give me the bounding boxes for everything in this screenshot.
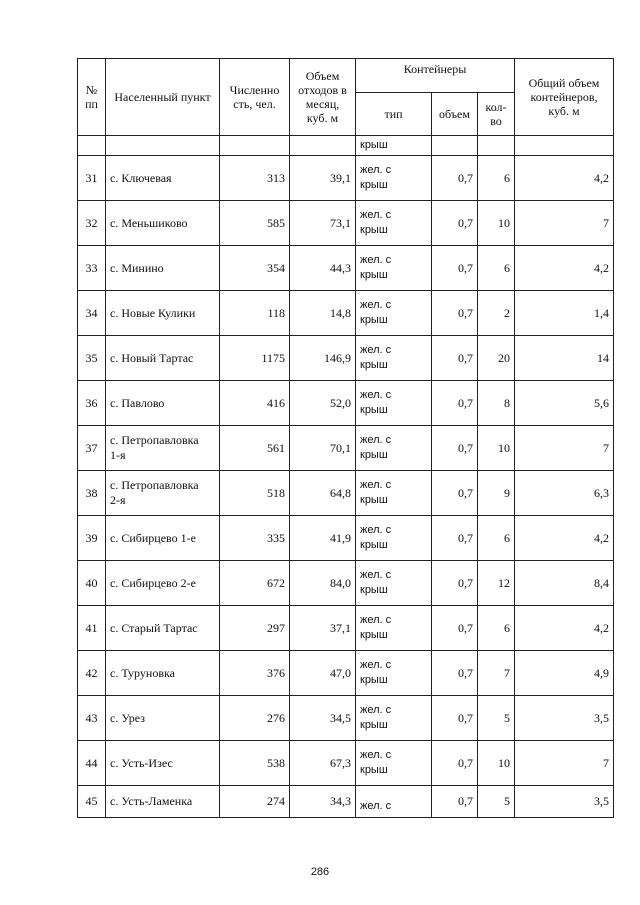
waste-volume-cell: 47,0 [290, 651, 356, 696]
container-volume-cell: 0,7 [432, 336, 478, 381]
row-number-cell: 38 [78, 471, 106, 516]
waste-volume-cell: 146,9 [290, 336, 356, 381]
total-volume-cell: 4,2 [515, 516, 614, 561]
container-volume-cell: 0,7 [432, 291, 478, 336]
container-count-cell: 5 [478, 696, 515, 741]
header-volume: объем [432, 93, 478, 136]
continuation-type-cell: крыш [356, 136, 432, 156]
row-number-cell: 37 [78, 426, 106, 471]
container-volume-cell: 0,7 [432, 201, 478, 246]
container-type-cell: жел. с крыш [356, 696, 432, 741]
container-volume-cell: 0,7 [432, 381, 478, 426]
row-number-cell: 36 [78, 381, 106, 426]
table-row [78, 606, 614, 651]
container-type-cell: жел. с крыш [356, 201, 432, 246]
table-row [78, 246, 614, 291]
place-name-cell: с. Туруновка [106, 651, 220, 696]
container-count-cell: 8 [478, 381, 515, 426]
place-name-cell: с. Новые Кулики [106, 291, 220, 336]
container-count-cell: 10 [478, 741, 515, 786]
header-total: Общий объем контейнеров, куб. м [515, 59, 614, 136]
container-volume-cell: 0,7 [432, 471, 478, 516]
total-volume-cell: 1,4 [515, 291, 614, 336]
header-count: кол- во [478, 93, 515, 136]
total-volume-cell: 7 [515, 426, 614, 471]
place-name-cell: с. Петропавловка 1-я [106, 426, 220, 471]
header-containers: Контейнеры [356, 59, 515, 93]
container-volume-cell: 0,7 [432, 696, 478, 741]
table-row [78, 156, 614, 201]
row-number-cell: 32 [78, 201, 106, 246]
total-volume-cell: 7 [515, 741, 614, 786]
waste-volume-cell: 67,3 [290, 741, 356, 786]
container-type-cell: жел. с крыш [356, 561, 432, 606]
total-volume-cell: 5,6 [515, 381, 614, 426]
place-name-cell: с. Меньшиково [106, 201, 220, 246]
place-name-cell: с. Урез [106, 696, 220, 741]
container-count-cell: 2 [478, 291, 515, 336]
table-row [78, 786, 614, 818]
container-count-cell: 5 [478, 786, 515, 818]
total-volume-cell: 3,5 [515, 696, 614, 741]
container-volume-cell: 0,7 [432, 606, 478, 651]
row-number-cell: 34 [78, 291, 106, 336]
total-volume-cell: 4,2 [515, 606, 614, 651]
container-volume-cell: 0,7 [432, 651, 478, 696]
total-volume-cell: 3,5 [515, 786, 614, 818]
waste-volume-cell: 64,8 [290, 471, 356, 516]
population-cell: 1175 [220, 336, 290, 381]
container-volume-cell: 0,7 [432, 246, 478, 291]
container-type-cell: жел. с крыш [356, 336, 432, 381]
container-type-cell: жел. с крыш [356, 426, 432, 471]
population-cell: 276 [220, 696, 290, 741]
table-row [78, 426, 614, 471]
container-volume-cell: 0,7 [432, 786, 478, 818]
population-cell: 538 [220, 741, 290, 786]
container-volume-cell: 0,7 [432, 516, 478, 561]
container-type-cell: жел. с крыш [356, 741, 432, 786]
container-count-cell: 10 [478, 201, 515, 246]
row-number-cell: 33 [78, 246, 106, 291]
table-row [78, 696, 614, 741]
container-type-cell: жел. с крыш [356, 606, 432, 651]
container-type-cell: жел. с крыш [356, 246, 432, 291]
header-num: № пп [78, 59, 106, 136]
container-count-cell: 6 [478, 156, 515, 201]
place-name-cell: с. Усть-Ламенка [106, 786, 220, 818]
header-population: Численно сть, чел. [220, 59, 290, 136]
container-count-cell: 9 [478, 471, 515, 516]
population-cell: 274 [220, 786, 290, 818]
total-volume-cell: 4,9 [515, 651, 614, 696]
container-type-cell: жел. с крыш [356, 381, 432, 426]
waste-volume-cell: 34,5 [290, 696, 356, 741]
waste-volume-cell: 37,1 [290, 606, 356, 651]
waste-volume-cell: 70,1 [290, 426, 356, 471]
continuation-row [78, 136, 614, 156]
row-number-cell: 35 [78, 336, 106, 381]
header-waste: Объем отходов в месяц, куб. м [290, 59, 356, 136]
container-count-cell: 6 [478, 516, 515, 561]
place-name-cell: с. Усть-Изес [106, 741, 220, 786]
place-name-cell: с. Старый Тартас [106, 606, 220, 651]
table-row [78, 471, 614, 516]
header-type: тип [356, 93, 432, 136]
waste-volume-cell: 41,9 [290, 516, 356, 561]
place-name-cell: с. Новый Тартас [106, 336, 220, 381]
container-count-cell: 6 [478, 606, 515, 651]
total-volume-cell: 8,4 [515, 561, 614, 606]
table-row [78, 561, 614, 606]
row-number-cell: 44 [78, 741, 106, 786]
population-cell: 313 [220, 156, 290, 201]
place-name-cell: с. Павлово [106, 381, 220, 426]
container-volume-cell: 0,7 [432, 156, 478, 201]
container-count-cell: 20 [478, 336, 515, 381]
waste-volume-cell: 52,0 [290, 381, 356, 426]
container-type-cell: жел. с [356, 786, 432, 818]
total-volume-cell: 4,2 [515, 246, 614, 291]
population-cell: 416 [220, 381, 290, 426]
container-type-cell: жел. с крыш [356, 516, 432, 561]
waste-volume-cell: 39,1 [290, 156, 356, 201]
place-name-cell: с. Ключевая [106, 156, 220, 201]
row-number-cell: 43 [78, 696, 106, 741]
table-row [78, 336, 614, 381]
waste-volume-cell: 84,0 [290, 561, 356, 606]
container-volume-cell: 0,7 [432, 426, 478, 471]
containers-table [77, 58, 614, 818]
row-number-cell: 39 [78, 516, 106, 561]
place-name-cell: с. Минино [106, 246, 220, 291]
container-type-cell: жел. с крыш [356, 291, 432, 336]
table-row [78, 291, 614, 336]
row-number-cell: 40 [78, 561, 106, 606]
population-cell: 518 [220, 471, 290, 516]
place-name-cell: с. Петропавловка 2-я [106, 471, 220, 516]
row-number-cell: 45 [78, 786, 106, 818]
container-count-cell: 10 [478, 426, 515, 471]
container-count-cell: 7 [478, 651, 515, 696]
population-cell: 561 [220, 426, 290, 471]
total-volume-cell: 14 [515, 336, 614, 381]
container-volume-cell: 0,7 [432, 561, 478, 606]
total-volume-cell: 6,3 [515, 471, 614, 516]
container-count-cell: 6 [478, 246, 515, 291]
header-place: Населенный пункт [106, 59, 220, 136]
table-row [78, 516, 614, 561]
table-row [78, 741, 614, 786]
table-row [78, 381, 614, 426]
population-cell: 335 [220, 516, 290, 561]
population-cell: 585 [220, 201, 290, 246]
population-cell: 376 [220, 651, 290, 696]
container-type-cell: жел. с крыш [356, 651, 432, 696]
row-number-cell: 42 [78, 651, 106, 696]
container-type-cell: жел. с крыш [356, 156, 432, 201]
total-volume-cell: 7 [515, 201, 614, 246]
container-type-cell: жел. с крыш [356, 471, 432, 516]
population-cell: 297 [220, 606, 290, 651]
table-row [78, 201, 614, 246]
population-cell: 354 [220, 246, 290, 291]
total-volume-cell: 4,2 [515, 156, 614, 201]
waste-volume-cell: 44,3 [290, 246, 356, 291]
table-row [78, 651, 614, 696]
container-volume-cell: 0,7 [432, 741, 478, 786]
population-cell: 672 [220, 561, 290, 606]
container-count-cell: 12 [478, 561, 515, 606]
row-number-cell: 41 [78, 606, 106, 651]
page-number: 286 [310, 866, 330, 878]
row-number-cell: 31 [78, 156, 106, 201]
waste-volume-cell: 34,3 [290, 786, 356, 818]
population-cell: 118 [220, 291, 290, 336]
place-name-cell: с. Сибирцево 1-е [106, 516, 220, 561]
place-name-cell: с. Сибирцево 2-е [106, 561, 220, 606]
waste-volume-cell: 73,1 [290, 201, 356, 246]
waste-volume-cell: 14,8 [290, 291, 356, 336]
